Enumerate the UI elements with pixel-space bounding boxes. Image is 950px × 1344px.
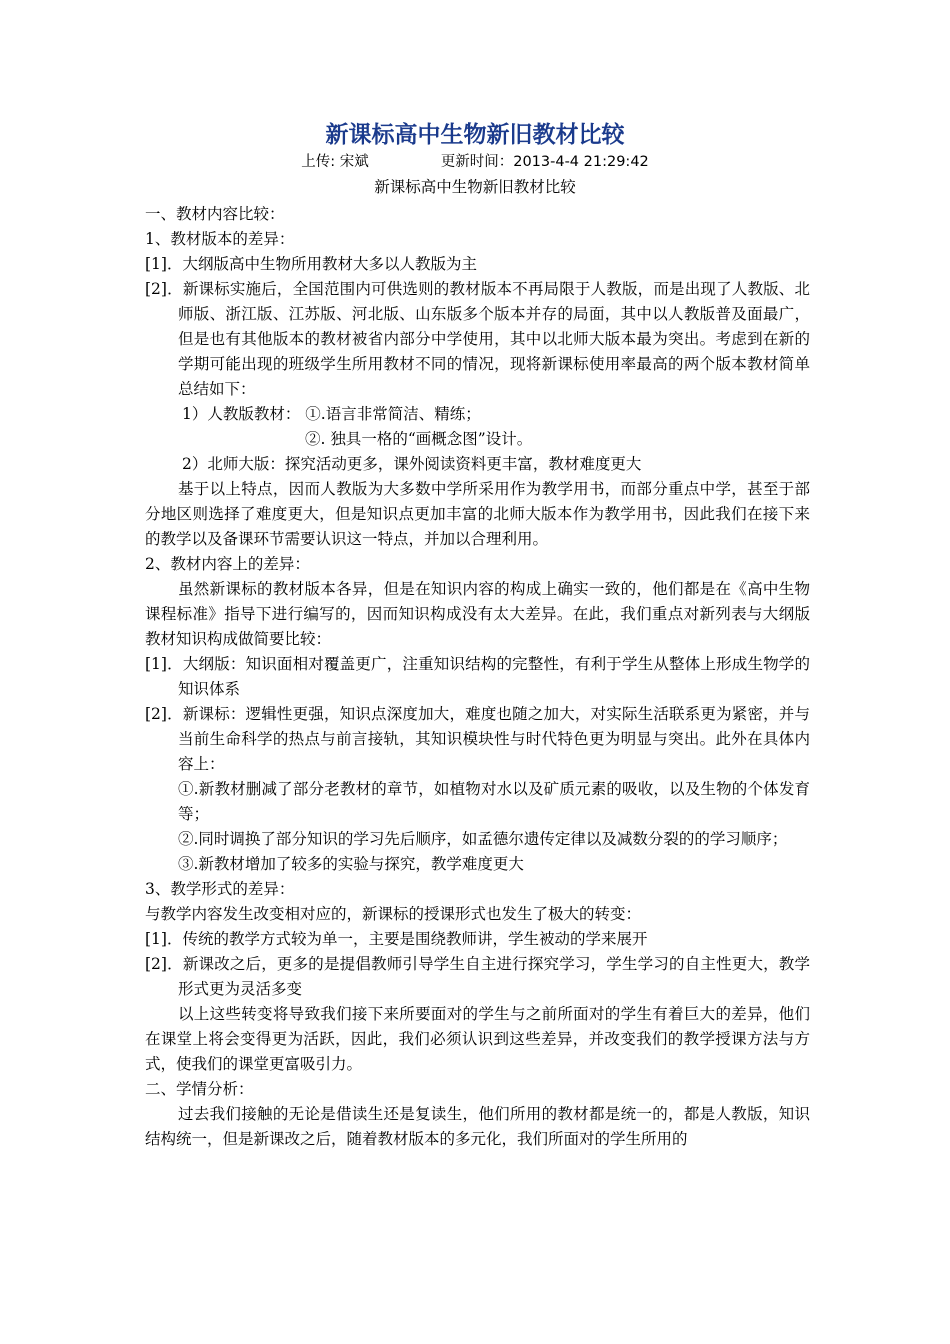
document-meta (0, 151, 950, 173)
uploader-text: 上传: 宋斌 (301, 154, 369, 170)
subsection-heading: 1、教材版本的差异： (145, 230, 295, 248)
document-title: 新课标高中生物新旧教材比较 (325, 122, 625, 148)
sub-list-item: ②. 独具一格的“画概念图”设计。 (305, 430, 533, 448)
sub-list-item: 2）北师大版：探究活动更多，课外阅读资料更丰富，教材难度更大 (182, 455, 642, 473)
list-item: [2]．新课标：逻辑性更强，知识点深度加大，难度也随之加大，对实际生活联系更为紧密，并与当前生命科学的热点与前言接轨，其知识模块性与时代特色更为明显与突出。此外在具体内容上： (145, 705, 810, 773)
list-item: [2]．新课标实施后，全国范围内可供选则的教材版本不再局限于人教版，而是出现了人教版、北师版、浙江版、江苏版、河北版、山东版多个版本并存的局面，其中以人教版普及面最广，但是也有其他版本的教材被省内部分中学使用，其中以北师大版本最为突出。考虑到在新的学期可能出现的班级学生所用教材不同的情况，现将新课标使用率最高的两个版本教材简单总结如下： (145, 280, 810, 398)
paragraph: 基于以上特点，因而人教版为大多数中学所采用作为教学用书，而部分重点中学，甚至于部分地区则选择了难度更大，但是知识点更加丰富的北师大版本作为教学用书，因此我们在接下来的教学以及备课环节需要认识这一特点，并加以合理利用。 (145, 480, 810, 548)
update-time-text: 更新时间：2013-4-4 21:29:42 (440, 154, 649, 170)
list-item: [1]．传统的教学方式较为单一，主要是围绕教师讲，学生被动的学来展开 (145, 930, 648, 948)
sub-list-item: ②.同时调换了部分知识的学习先后顺序，如孟德尔遗传定律以及减数分裂的的学习顺序； (178, 830, 788, 848)
list-item: [2]．新课改之后，更多的是提倡教师引导学生自主进行探究学习，学生学习的自主性更大，教学形式更为灵活多变 (145, 955, 810, 998)
document-body (145, 202, 810, 1152)
sub-list-item: 1）人教版教材： ①.语言非常简洁、精练； (182, 405, 481, 423)
list-item: [1]．大纲版高中生物所用教材大多以人教版为主 (145, 255, 477, 273)
paragraph: 以上这些转变将导致我们接下来所要面对的学生与之前所面对的学生有着巨大的差异，他们在课堂上将会变得更为活跃，因此，我们必须认识到这些差异，并改变我们的教学授课方法与方式，使我们的课堂更富吸引力。 (145, 1005, 810, 1073)
section-heading: 二、学情分析： (145, 1080, 254, 1098)
section-heading: 一、教材内容比较： (145, 205, 285, 223)
paragraph: 虽然新课标的教材版本各异，但是在知识内容的构成上确实一致的，他们都是在《高中生物课程标准》指导下进行编写的，因而知识构成没有太大差异。在此，我们重点对新列表与大纲版教材知识构成做简要比较： (145, 580, 810, 648)
sub-list-item: ①.新教材删减了部分老教材的章节，如植物对水以及矿质元素的吸收，以及生物的个体发育等； (178, 780, 810, 823)
paragraph: 过去我们接触的无论是借读生还是复读生，他们所用的教材都是统一的，都是人教版，知识结构统一，但是新课改之后，随着教材版本的多元化，我们所面对的学生所用的 (145, 1105, 810, 1148)
document-subtitle: 新课标高中生物新旧教材比较 (374, 178, 576, 196)
subsection-heading: 2、教材内容上的差异： (145, 555, 310, 573)
subsection-heading: 3、教学形式的差异： (145, 880, 295, 898)
sub-list-item: ③.新教材增加了较多的实验与探究，教学难度更大 (178, 855, 524, 873)
list-item: [1]．大纲版：知识面相对覆盖更广，注重知识结构的完整性，有利于学生从整体上形成生物学的知识体系 (145, 655, 810, 698)
paragraph: 与教学内容发生改变相对应的，新课标的授课形式也发生了极大的转变： (145, 905, 642, 923)
